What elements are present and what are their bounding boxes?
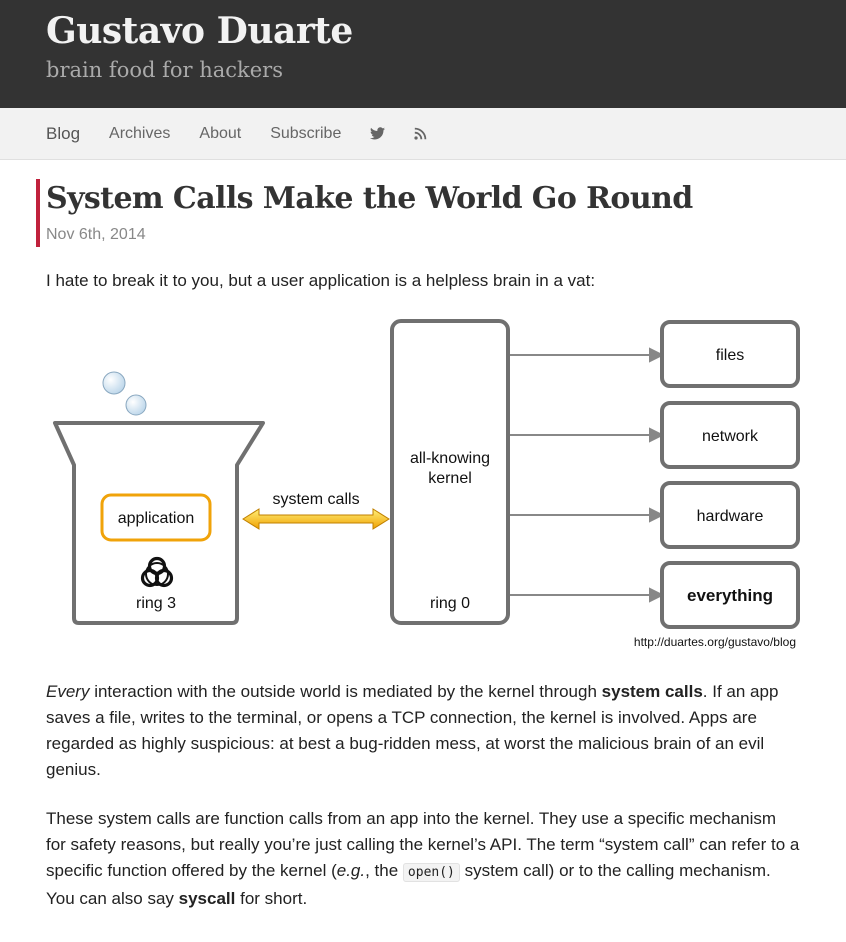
site-header xyxy=(0,0,846,108)
kernel-output-arrows xyxy=(510,349,662,601)
post-title[interactable]: System Calls Make the World Go Round xyxy=(46,181,693,216)
twitter-icon[interactable] xyxy=(370,127,385,140)
application-label: application xyxy=(117,510,195,527)
para2-code: open() xyxy=(403,863,460,882)
everything-label: everything xyxy=(687,586,773,605)
para1-text1: interaction with the outside world is mediated by the kernel through xyxy=(89,682,602,701)
ring0-label: ring 0 xyxy=(429,595,471,612)
para1-strong: system calls xyxy=(601,682,703,701)
system-calls-arrow xyxy=(243,509,389,529)
para2-text2: , the xyxy=(365,861,403,880)
files-label: files xyxy=(715,347,745,364)
rss-icon[interactable] xyxy=(414,127,427,140)
brain-in-vat-diagram xyxy=(0,313,846,655)
nav-about[interactable]: About xyxy=(199,124,242,142)
para2-text4: for short. xyxy=(235,889,308,908)
para2-text1: These system calls are function calls from an app into the kernel. They use a specific mechanism for safety reasons, but really you’re just calling the kernel’s API. The term “system call” can refer to a specific function offered by the kernel ( xyxy=(46,809,800,880)
paragraph-1 xyxy=(46,679,800,783)
main-nav xyxy=(0,108,846,160)
para1-em: Every xyxy=(46,682,90,701)
para2-em: e.g. xyxy=(336,861,366,880)
title-accent-bar xyxy=(36,179,40,247)
para2-text3: system call) or to the calling mechanism. You can also say xyxy=(46,861,771,908)
bubble xyxy=(126,395,146,415)
site-subtitle: brain food for hackers xyxy=(46,58,283,82)
post-date: Nov 6th, 2014 xyxy=(46,226,146,243)
article xyxy=(0,160,846,912)
para1-text2: . If an app saves a file, writes to the terminal, or opens a TCP connection, the kernel is involved. Apps are regarded as highly suspicious: at best a bug-ridden mess, at worst the malicious brain of an evil genius. xyxy=(46,682,779,779)
intro-text: I hate to break it to you, but a user application is a helpless brain in a vat: xyxy=(46,271,596,290)
para2-strong: syscall xyxy=(178,889,236,908)
network-label: network xyxy=(701,428,759,445)
nav-archives[interactable]: Archives xyxy=(109,124,171,142)
site-title[interactable]: Gustavo Duarte xyxy=(46,10,353,52)
hardware-label: hardware xyxy=(696,508,764,525)
ring3-label: ring 3 xyxy=(135,595,177,612)
paragraph-2 xyxy=(46,806,800,912)
kernel-label-line2: kernel xyxy=(428,470,472,487)
bubble xyxy=(103,372,125,394)
system-calls-label: system calls xyxy=(272,491,360,508)
nav-subscribe[interactable]: Subscribe xyxy=(270,124,342,142)
nav-blog[interactable]: Blog xyxy=(46,123,81,143)
diagram-credit: http://duartes.org/gustavo/blog xyxy=(633,635,796,649)
kernel-label-line1: all-knowing xyxy=(409,450,491,467)
